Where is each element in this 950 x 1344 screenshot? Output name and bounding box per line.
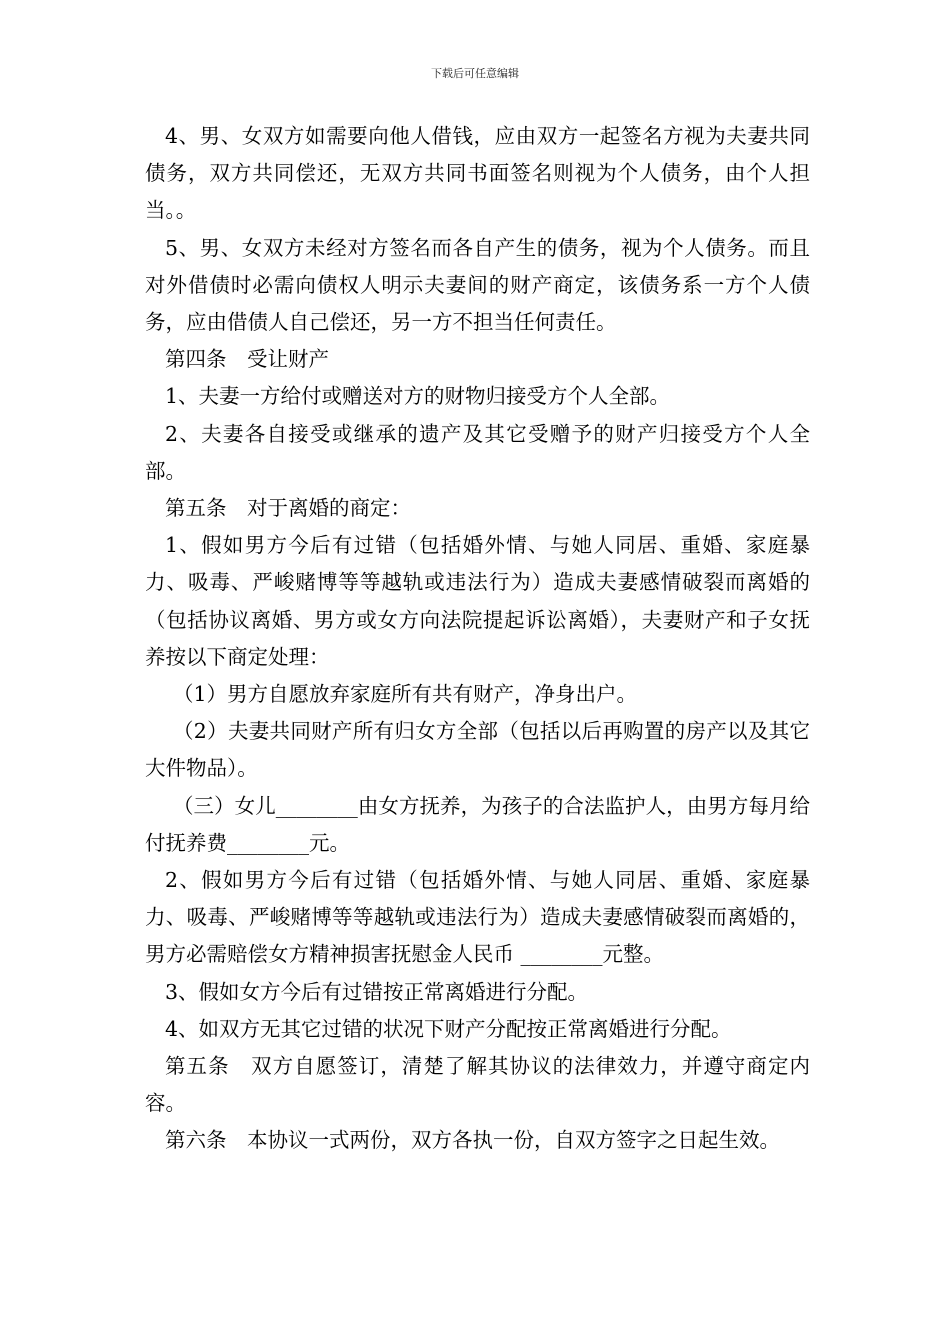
paragraph-article-5-item-1: 1、假如男方今后有过错（包括婚外情、与她人同居、重婚、家庭暴力、吸毒、严峻赌博等等越轨或违法行为）造成夫妻感情破裂而离婚的（包括协议离婚、男方或女方向法院提起诉讼离婚），夫妻财产和子女抚养按以下商定处理： <box>145 533 810 669</box>
paragraph-article-3-item-4: 4、男、女双方如需要向他人借钱，应由双方一起签名方视为夫妻共同债务，双方共同偿还，无双方共同书面签名则视为个人债务，由个人担当。。 <box>145 124 810 223</box>
sub-item-3: （三）女儿________由女方抚养，为孩子的合法监护人，由男方每月给付抚养费________元。 <box>145 793 810 855</box>
sub-item-2: （2）夫妻共同财产所有归女方全部（包括以后再购置的房产以及其它大件物品）。 <box>145 719 810 781</box>
paragraph-article-5-item-4: 4、如双方无其它过错的状况下财产分配按正常离婚进行分配。 <box>165 1016 732 1041</box>
document-body <box>145 118 810 1160</box>
paragraph-article-5-item-2: 2、假如男方今后有过错（包括婚外情、与她人同居、重婚、家庭暴力、吸毒、严峻赌博等等越轨或违法行为）造成夫妻感情破裂而离婚的，男方必需赔偿女方精神损害抚慰金人民币 ________元整。 <box>145 868 810 967</box>
paragraph-article-4-item-2: 2、夫妻各自接受或继承的遗产及其它受赠予的财产归接受方个人全部。 <box>145 421 810 483</box>
paragraph-article-4-item-1: 1、夫妻一方给付或赠送对方的财物归接受方个人全部。 <box>165 384 671 409</box>
article-5-voluntary-paragraph: 第五条 双方自愿签订，清楚了解其协议的法律效力，并遵守商定内容。 <box>145 1054 810 1116</box>
paragraph-article-3-item-5: 5、男、女双方未经对方签名而各自产生的债务，视为个人债务。而且对外借债时必需向债权人明示夫妻间的财产商定，该债务系一方个人债务，应由借债人自己偿还，另一方不担当任何责任。 <box>145 235 810 335</box>
article-5-heading: 第五条 对于离婚的商定： <box>165 496 411 521</box>
paragraph-article-5-item-3: 3、假如女方今后有过错按正常离婚进行分配。 <box>165 979 589 1004</box>
article-6-paragraph: 第六条 本协议一式两份，双方各执一份，自双方签字之日起生效。 <box>165 1128 780 1153</box>
page-header: 下载后可任意编辑 <box>431 67 519 80</box>
article-4-heading: 第四条 受让财产 <box>165 347 329 372</box>
sub-item-1: （1）男方自愿放弃家庭所有共有财产，净身出户。 <box>173 682 638 707</box>
